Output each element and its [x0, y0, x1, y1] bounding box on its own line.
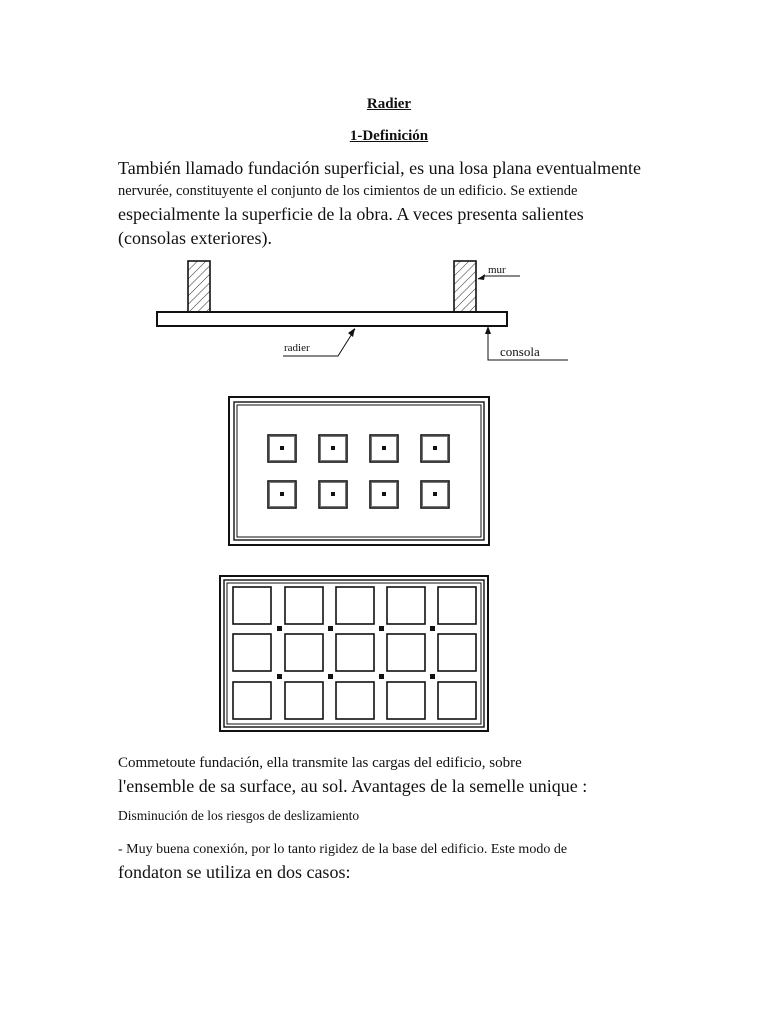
intro-line: También llamado fundación superficial, es una losa plana eventualmente	[118, 158, 642, 178]
grid-cell	[438, 634, 476, 671]
column-dot	[430, 626, 435, 631]
wall-label: mur	[488, 264, 506, 276]
body-line: Commetoute fundación, ella transmite las cargas del edificio, sobre	[118, 755, 522, 771]
advantage-line: Disminución de los riesgos de deslizamiento	[118, 808, 360, 823]
console-label: consola	[500, 344, 540, 359]
advantage-line: - Muy buena conexión, por lo tanto rigidez de la base del edificio. Este modo de	[118, 842, 568, 857]
column-dot	[379, 626, 384, 631]
grid-cell	[336, 682, 374, 719]
grid-cell	[285, 587, 323, 624]
grid-cell	[438, 682, 476, 719]
grid-cell	[285, 634, 323, 671]
grid-cell	[336, 634, 374, 671]
column-dot	[379, 674, 384, 679]
section-heading: 1-Definición	[349, 128, 429, 144]
grid-cell	[438, 587, 476, 624]
grid-cell	[233, 587, 271, 624]
advantage-line: fondaton se utiliza en dos casos:	[118, 862, 351, 882]
column-dot	[277, 626, 282, 631]
intro-line: (consolas exteriores).	[118, 228, 272, 248]
slab-label: radier	[284, 342, 310, 354]
body-line: l'ensemble de sa surface, au sol. Avantages de la semelle unique :	[118, 776, 588, 796]
column-dot	[328, 674, 333, 679]
intro-line: nervurée, constituyente el conjunto de los cimientos de un edificio. Se extiende	[118, 183, 578, 199]
grid-cell	[233, 634, 271, 671]
intro-line: especialmente la superficie de la obra. A veces presenta salientes	[118, 204, 584, 224]
grid-cell	[285, 682, 323, 719]
column-dot	[277, 674, 282, 679]
grid-cell	[336, 587, 374, 624]
grid-cell	[387, 682, 425, 719]
grid-cell	[233, 682, 271, 719]
grid-cell	[387, 587, 425, 624]
column-dot	[430, 674, 435, 679]
column-dot	[328, 626, 333, 631]
document-title: Radier	[366, 96, 412, 112]
grid-cell	[387, 634, 425, 671]
